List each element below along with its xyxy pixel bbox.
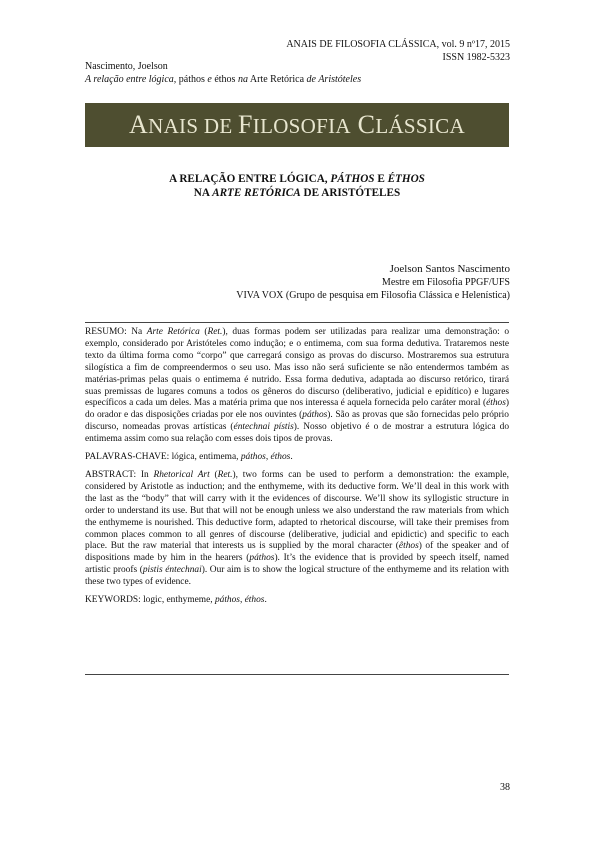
running-header bbox=[85, 60, 361, 86]
abstract-paragraph: ABSTRACT: In Rhetorical Art (Ret.), two forms can be used to perform a demonstration: the example, considered by Aristotle as induction; and the enthymeme, with its deductive form. We’ll deal in this work with the last as the “body” that will carry with it the evidences of discourse. We’ll show its syllogistic structure in order to understand its use. But that will not be enough unless we also understand the raw materials from which the enthymeme is nourished. This deductive form, adapted to rhetorical discourse, will take their premises from common places common to all genres of discourse (deliberative, judicial and epidictic) and specific to each place. But the raw material that interests us is supplied by the moral character (êthos) of the speaker and of dispositions made by him in the hearers (páthos). It’s the evidence that is provided by speech itself, named artistic proofs (pistis éntechnai). Our aim is to show the logical structure of the enthymeme and its relation with these two types of evidence. bbox=[85, 469, 510, 588]
author-name: Joelson Santos Nascimento bbox=[389, 263, 510, 275]
author-block bbox=[236, 263, 510, 302]
keywords: KEYWORDS: logic, enthymeme, páthos, éthos. bbox=[85, 595, 267, 606]
page-number: 38 bbox=[500, 782, 510, 793]
running-author: Nascimento, Joelson bbox=[85, 61, 168, 72]
article-title bbox=[85, 172, 509, 200]
palavras-chave: PALAVRAS-CHAVE: lógica, entimema, páthos, éthos. bbox=[85, 452, 293, 463]
journal-banner: ANAIS DE FILOSOFIA CLÁSSICA bbox=[85, 103, 509, 147]
journal-line: ANAIS DE FILOSOFIA CLÁSSICA, vol. 9 nº17, 2015 bbox=[286, 39, 510, 50]
title-line-2: NA ARTE RETÓRICA DE ARISTÓTELES bbox=[193, 187, 401, 199]
resumo-paragraph: RESUMO: Na Arte Retórica (Ret.), duas formas podem ser utilizadas para realizar uma demonstração: o exemplo, considerado por Aristóteles como indução; e o entimema, com sua forma dedutiva. Trataremos neste texto da última forma como “corpo” que carregará consigo as provas do discurso. Mostraremos sua estrutura silogística a fim de compreendermos o seu uso. Mas isso não será suficiente se não entendermos também as matérias-primas pelas quais o entimema é nutrido. Essa forma dedutiva, adaptada ao discurso retórico, tirará suas premissas de lugares comuns a todos os gêneros do discurso (deliberativo, judicial e epidítico) e lugares específicos a cada um deles. Mas a matéria prima que nos interessa é aquela fornecida pelo caráter moral (éthos) do orador e das disposições criadas por ele nos ouvintes (páthos). São as provas que são fornecidas pelo próprio discurso, nomeadas provas artísticas (éntechnai pístis). Nosso objetivo é o de mostrar a estrutura lógica do entimema assim como sua relação com esses dois tipos de provas. bbox=[85, 327, 510, 445]
top-rule bbox=[85, 322, 509, 323]
running-title: A relação entre lógica, páthos e éthos na Arte Retórica de Aristóteles bbox=[85, 74, 362, 85]
research-group: VIVA VOX (Grupo de pesquisa em Filosofia Clássica e Helenística) bbox=[236, 290, 510, 301]
abstract-section bbox=[85, 327, 509, 613]
title-line-1: A RELAÇÃO ENTRE LÓGICA, PÁTHOS E ÉTHOS bbox=[169, 173, 425, 185]
bottom-rule bbox=[85, 674, 509, 675]
author-affiliation: Mestre em Filosofia PPGF/UFS bbox=[381, 277, 510, 288]
issn: ISSN 1982-5323 bbox=[442, 52, 510, 63]
